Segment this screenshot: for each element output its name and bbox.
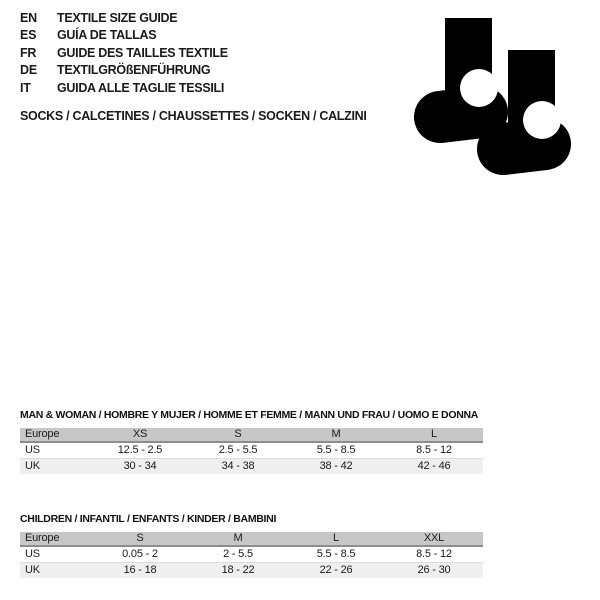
size-value: 30 - 34 — [123, 460, 157, 472]
size-value: 8.5 - 12 — [416, 444, 452, 456]
column-header: M — [331, 428, 341, 440]
region-label: US — [25, 548, 40, 560]
table-header-row — [20, 532, 483, 546]
socks-icon — [395, 5, 595, 185]
size-value: 16 - 18 — [123, 564, 157, 576]
size-value: 42 - 46 — [417, 460, 451, 472]
size-value: 34 - 38 — [221, 460, 255, 472]
language-row — [20, 27, 228, 45]
size-value: 5.5 - 8.5 — [316, 444, 356, 456]
table-row — [20, 459, 483, 475]
size-value: 5.5 - 8.5 — [316, 548, 356, 560]
size-value: 12.5 - 2.5 — [117, 444, 163, 456]
size-value: 38 - 42 — [319, 460, 353, 472]
language-code: FR — [20, 45, 37, 60]
sock-left-icon — [440, 18, 498, 117]
table-header-row — [20, 428, 483, 442]
category-line: SOCKS / CALCETINES / CHAUSSETTES / SOCKEN / CALZINI — [20, 109, 367, 123]
language-label: TEXTILE SIZE GUIDE — [57, 10, 178, 25]
language-code: ES — [20, 28, 37, 43]
region-label: US — [25, 444, 40, 456]
size-value: 8.5 - 12 — [416, 548, 452, 560]
sock-right-icon — [503, 50, 561, 149]
language-row — [20, 9, 228, 27]
table-title: CHILDREN / INFANTIL / ENFANTS / KINDER / BAMBINI — [20, 513, 277, 525]
language-label: TEXTILGRÖßENFÜHRUNG — [57, 63, 211, 78]
size-value: 18 - 22 — [221, 564, 255, 576]
size-table — [20, 428, 483, 474]
table-row — [20, 442, 483, 459]
language-list — [20, 9, 228, 97]
language-code: EN — [20, 10, 37, 25]
column-header: M — [233, 532, 243, 544]
column-header: L — [431, 428, 437, 440]
language-code: IT — [20, 80, 31, 95]
table-title: MAN & WOMAN / HOMBRE Y MUJER / HOMME ET FEMME / MANN UND FRAU / UOMO E DONNA — [20, 409, 479, 421]
region-label: UK — [25, 460, 40, 472]
language-row — [20, 62, 228, 80]
column-header: Europe — [25, 428, 60, 440]
column-header: Europe — [25, 532, 60, 544]
language-label: GUIDE DES TAILLES TEXTILE — [57, 45, 228, 60]
region-label: UK — [25, 564, 40, 576]
table-row — [20, 546, 483, 563]
size-value: 0.05 - 2 — [122, 548, 158, 560]
column-header: XS — [132, 428, 148, 440]
column-header: XXL — [423, 532, 445, 544]
language-row — [20, 44, 228, 62]
column-header: S — [234, 428, 242, 440]
table-row — [20, 563, 483, 579]
language-code: DE — [20, 63, 37, 78]
size-value: 2 - 5.5 — [223, 548, 253, 560]
size-value: 22 - 26 — [319, 564, 353, 576]
language-row — [20, 79, 228, 97]
column-header: S — [136, 532, 144, 544]
column-header: L — [333, 532, 339, 544]
size-value: 2.5 - 5.5 — [218, 444, 258, 456]
language-label: GUÍA DE TALLAS — [57, 28, 157, 43]
size-value: 26 - 30 — [417, 564, 451, 576]
size-table-children — [20, 512, 483, 578]
language-label: GUIDA ALLE TAGLIE TESSILI — [57, 80, 225, 95]
size-table-man-woman — [20, 408, 483, 474]
size-table — [20, 532, 483, 578]
